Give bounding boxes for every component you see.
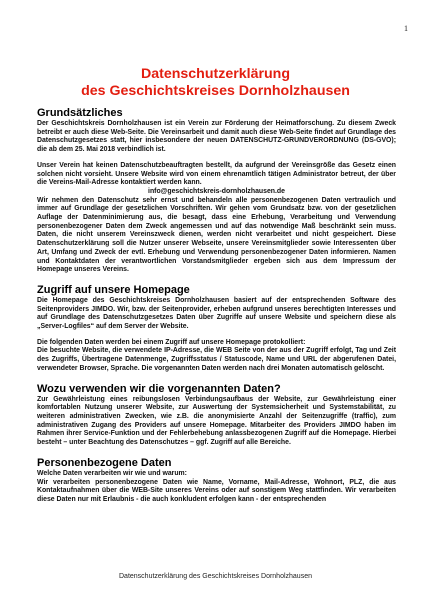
section-grundsaetzliches — [37, 107, 396, 275]
page-number: 1 — [404, 24, 408, 33]
paragraph: Der Geschichtskreis Dornholzhausen ist ein Verein zur Förderung der Heimatforschung. Zu diesem Zweck betreibt er auch diese Web-Seite. Die Vereinsarbeit und damit auch diese Web-Seite findet auf Grundlage des Datenschutzgesetzes statt, hier insbesondere der neuen DATENSCHUTZ-GRUNDVERORDNUNG (DS-GVO); die ab dem 25. Mai 2018 verbindlich ist. — [37, 120, 396, 154]
section-heading: Grundsätzliches — [37, 107, 123, 119]
section-datenverwendung — [37, 383, 396, 448]
paragraph: Die Homepage des Geschichtskreises Dornholzhausen basiert auf der entsprechenden Software des Seitenproviders JIMDO. Wir, bzw. der Seitenprovider, erheben aufgrund unseres berechtigten Interesses und auf Grundlage des Datenschutzgesetzes Daten über Zugriffe auf unsere Website und speichern diese als „Server-Logfiles“ auf dem Server der Website. — [37, 296, 396, 331]
document-title — [0, 66, 431, 100]
contact-email: info@geschichtskreis-dornholzhausen.de — [148, 187, 285, 195]
section-heading: Wozu verwenden wir die vorgenannten Daten? — [37, 382, 281, 395]
paragraph: Zur Gewährleistung eines reibungslosen Verbindungsaufbaus der Website, zur Gewährleistung einer komfortablen Nutzung unserer Website, zur Auswertung der Systemsicherheit und Systemstabilität, zu weiteren administrativen Zwecken, wie z.B. die anonymisierte Anzahl der Seitenzugriffe (traffic), zum administrativen Zugang des Providers auf unsere Homepage. Mitarbeiter des Providers JIMDO haben im Rahmen ihrer Service-Funktion und der Fehlerbehebung anlassbezogenen Zugriff auf die Homepage. Hierbei besteht – unter Beachtung des Datenschutzes – ggf. Zugriff auf alle Bereiche. — [37, 395, 396, 447]
document-body — [37, 107, 396, 505]
section-zugriff-homepage — [37, 284, 396, 374]
section-personenbezogene-daten — [37, 457, 396, 505]
section-heading: Zugriff auf unsere Homepage — [37, 283, 190, 296]
section-heading: Personenbezogene Daten — [37, 456, 172, 469]
paragraph: Wir nehmen den Datenschutz sehr ernst und behandeln alle personenbezogenen Daten vertraulich und immer auf Grundlage der gesetzlichen Vorschriften. Wir gehen vom Grundsatz bzw. von der gesetzlichen Auflage der Datenminimierung aus, die besagt, dass eine Erhebung, Verarbeitung und Verwendung personenbezogener Daten dem Zweck angemessen und auf das notwendige Maß beschränkt sein muss. Daten, die nicht unserem Vereinszweck dienen, werden nicht verarbeitet und nicht gespeichert. Diese Datenschutzerklärung soll die Nutzer unserer Webseite, unsere Vereinsmitglieder sowie Interessenten über Art, Umfang und Zweck der evtl. Erhebung und Verwendung personenbezogener Daten informieren. Namen und Kontaktdaten der verantwortlichen Vorstandsmitglieder ergeben sich aus dem Impressum der Homepage unseres Vereins. — [37, 196, 396, 274]
paragraph: Welche Daten verarbeiten wir wie und warum: Wir verarbeiten personenbezogene Daten wie Name, Vorname, Mail-Adresse, Wohnort, PLZ, die aus Kontaktaufnahmen über die WEB-Site unseres Vereins oder auf sonstigem Weg stattfinden. Wir verarbeiten diese Daten nur mit Erlaubnis - die auch konkludent erfolgen kann - der entsprechenden — [37, 469, 396, 503]
title-line-2: des Geschichtskreises Dornholzhausen — [81, 83, 350, 99]
paragraph: Unser Verein hat keinen Datenschutzbeauftragten bestellt, da aufgrund der Vereinsgröße das Gesetz einen solchen nicht vorsieht. Unsere Website wird von einem ehrenamtlich tätigen Administrator betreut, der über die Vereins-Mail-Adresse kontaktiert werden kann. — [37, 161, 396, 187]
paragraph: Die folgenden Daten werden bei einem Zugriff auf unsere Homepage protokolliert: Die besuchte Website, die verwendete IP-Adresse, die WEB Seite von der aus der Zugriff erfolgt, Tag und Zeit des Zugriffs, Übertragene Datenmenge, Zugriffsstatus / Statuscode, Name und URL der abgerufenen Datei, verwendeter Browser, Sprache. Die vorgenannten Daten werden nach drei Monaten automatisch gelöscht. — [37, 338, 396, 372]
page-footer: Datenschutzerklärung des Geschichtskreises Dornholzhausen — [119, 573, 312, 580]
title-line-1: Datenschutzerklärung — [140, 66, 290, 82]
